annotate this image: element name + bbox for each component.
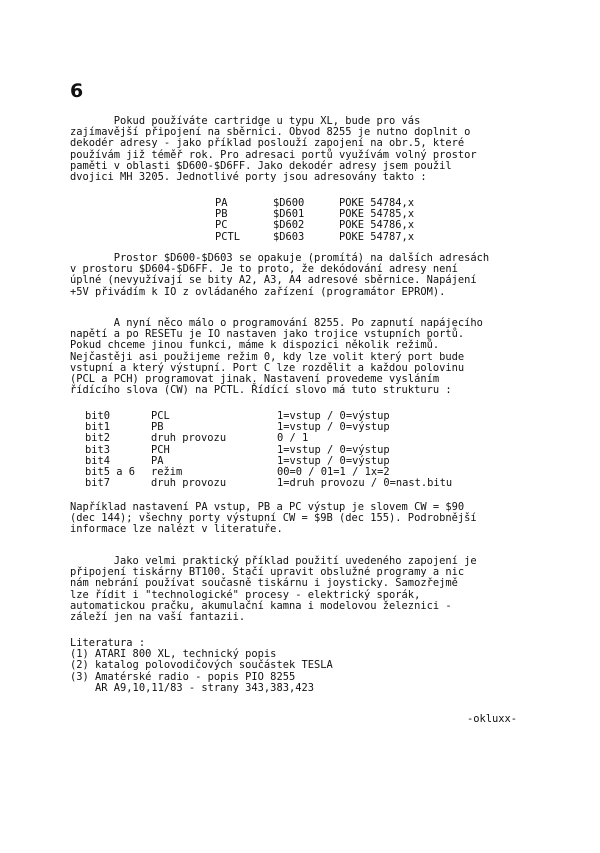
- bit-desc: 1=vstup / 0=výstup: [277, 454, 390, 467]
- port-row: [215, 220, 439, 231]
- text-line: Jako velmi praktický příklad použití uvedeného zapojení je: [70, 555, 477, 567]
- bit-desc: 1=vstup / 0=výstup: [277, 410, 390, 422]
- text-line: paměti v oblasti $D600-$D6FF. Jako dekodér adresy jsem použil: [70, 159, 452, 172]
- text-line: používám již téměř rok. Pro adresaci portů využívám volný prostor: [70, 148, 477, 161]
- text-line: připojení tiskárny BT100. Stačí upravit obslužné programy a nic: [70, 566, 465, 579]
- bit-desc: 1=druh provozu / 0=nast.bitu: [277, 477, 453, 490]
- port-poke: POKE 54785,x: [339, 208, 415, 221]
- bit-field: PA: [151, 454, 164, 467]
- text-line: automatickou pračku, akumulační kamna i modelovou železnici -: [70, 599, 452, 612]
- bit-field: druh provozu: [151, 477, 227, 490]
- port-addr: $D601: [273, 208, 305, 221]
- text-line: Prostor $D600-$D603 se opakuje (promítá) na dalších adresách: [70, 252, 490, 264]
- literature-list: [70, 638, 333, 694]
- text-line: Pokud chceme jinou funkci, máme k dispozici několik režimů.: [70, 339, 440, 352]
- text-line: dvojici MH 3205. Jednotlivé porty jsou adresovány takto :: [70, 171, 427, 184]
- text-line: informace lze nalézt v literatuře.: [70, 523, 283, 536]
- literature-item: (1) ATARI 800 XL, technický popis: [70, 648, 277, 661]
- bit-row: [85, 478, 477, 489]
- text-line: řídícího slova (CW) na PCTL. Řídící slovo má tuto strukturu :: [70, 384, 452, 397]
- paragraph-application: [70, 556, 536, 623]
- text-line: vstupní a který výstupní. Port C lze rozdělit a každou polovinu: [70, 361, 465, 374]
- text-line: nám nebrání používat současně tiskárnu i joysticky. Samozřejmě: [70, 577, 458, 590]
- text-line: napětí a po RESETu je IO nastaven jako trojice vstupních portů.: [70, 328, 465, 341]
- paragraph-example: [70, 502, 536, 536]
- bit-bit: bit0: [85, 410, 111, 422]
- paragraph-cartridge: [70, 116, 536, 183]
- port-row: [215, 232, 439, 243]
- port-name: PA: [215, 197, 228, 209]
- port-poke: POKE 54784,x: [339, 197, 415, 209]
- port-address-table: [215, 198, 439, 243]
- port-name: PB: [215, 208, 228, 221]
- text-line: (dec 144); všechny porty výstupní CW = $9B (dec 155). Podrobnější: [70, 512, 477, 525]
- bit-field: režim: [151, 466, 183, 479]
- bit-bit: bit3: [85, 443, 111, 456]
- text-line: lze řídit i "technologické" procesy - elektrický sporák,: [70, 588, 421, 601]
- port-name: PC: [215, 219, 228, 232]
- text-line: Například nastavení PA vstup, PB a PC výstup je slovem CW = $90: [70, 501, 465, 513]
- bit-bit: bit1: [85, 421, 111, 434]
- literature-heading: Literatura :: [70, 637, 146, 649]
- bit-field: PB: [151, 421, 164, 434]
- bit-desc: 1=vstup / 0=výstup: [277, 421, 390, 434]
- bit-bit: bit4: [85, 454, 111, 467]
- literature-item: AR A9,10,11/83 - strany 343,383,423: [70, 681, 314, 694]
- control-word-table: [85, 411, 477, 489]
- port-addr: $D600: [273, 197, 305, 209]
- bit-row: [85, 433, 477, 444]
- bit-bit: bit7: [85, 477, 111, 490]
- paragraph-programming: [70, 318, 536, 396]
- port-poke: POKE 54787,x: [339, 230, 415, 243]
- text-line: Pokud používáte cartridge u typu XL, bude pro vás: [70, 115, 421, 127]
- text-line: dekodér adresy - jako příklad poslouží zapojení na obr.5, které: [70, 137, 465, 150]
- signature: -okluxx-: [467, 713, 518, 725]
- paragraph-address-mirror: [70, 253, 536, 298]
- bit-bit: bit5 a 6: [85, 466, 136, 479]
- page-number: 6: [70, 80, 84, 102]
- bit-field: PCL: [151, 410, 170, 422]
- bit-desc: 00=0 / 01=1 / 1x=2: [277, 466, 390, 479]
- port-name: PCTL: [215, 230, 241, 243]
- bit-bit: bit2: [85, 432, 111, 445]
- text-line: úplné (nevyužívají se bity A2, A3, A4 adresové sběrnice. Napájení: [70, 274, 477, 287]
- bit-field: PCH: [151, 443, 170, 456]
- text-line: (PCL a PCH) programovat jinak. Nastavení provedeme vysláním: [70, 373, 440, 386]
- port-poke: POKE 54786,x: [339, 219, 415, 232]
- text-line: +5V přivádím k IO z ovládaného zařízení (programátor EPROM).: [70, 285, 446, 298]
- bit-desc: 1=vstup / 0=výstup: [277, 443, 390, 456]
- bit-field: druh provozu: [151, 432, 227, 445]
- text-line: v prostoru $D604-$D6FF. Je to proto, že dekódování adresy není: [70, 263, 458, 276]
- text-line: Nejčastěji asi použijeme režim 0, kdy lze volit který port bude: [70, 350, 465, 363]
- port-addr: $D602: [273, 219, 305, 232]
- bit-desc: 0 / 1: [277, 432, 309, 445]
- text-line: zajímavější připojení na sběrnici. Obvod 8255 je nutno doplnit o: [70, 126, 471, 139]
- literature-item: (3) Amatérské radio - popis PIO 8255: [70, 670, 296, 683]
- literature-item: (2) katalog polovodičových součástek TESLA: [70, 659, 333, 672]
- text-line: záleží jen na vaší fantazii.: [70, 611, 246, 624]
- port-addr: $D603: [273, 230, 305, 243]
- text-line: A nyní něco málo o programování 8255. Po zapnutí napájecího: [70, 317, 483, 329]
